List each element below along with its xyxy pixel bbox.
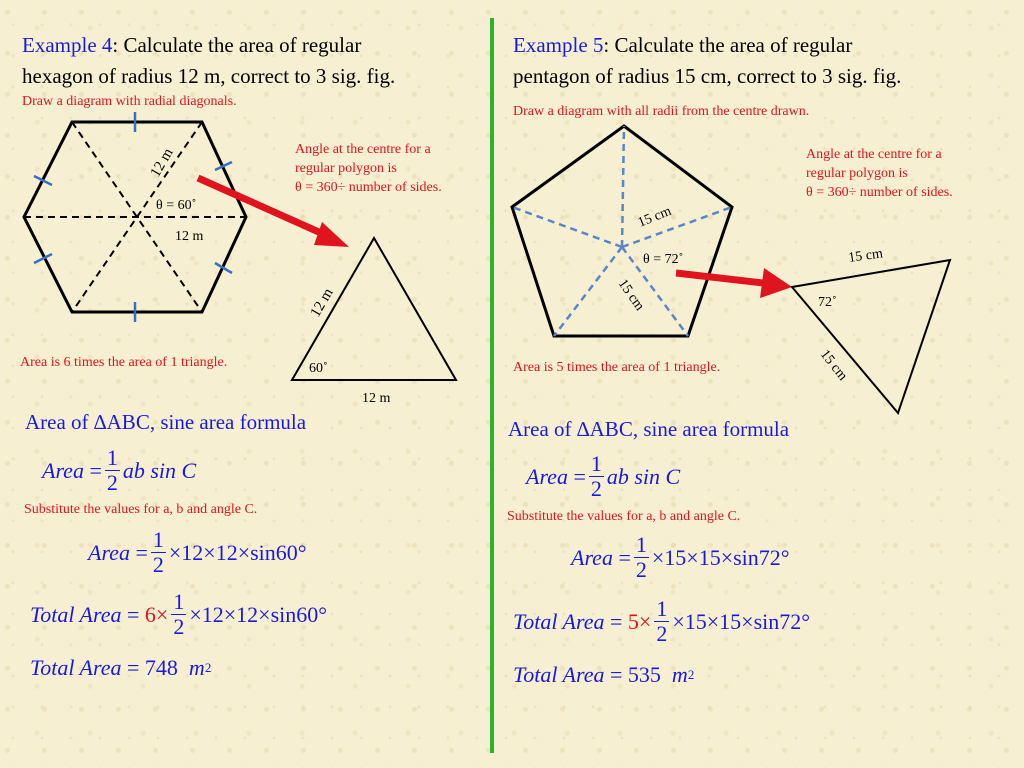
left-step1-lhs: Area: [88, 539, 130, 565]
right-example-label: Example 5: [513, 33, 604, 57]
hexagon-side-label: 12 m: [175, 229, 204, 244]
pentagon-radius-label-2: 15 cm: [614, 276, 647, 314]
left-formula: Area = $\frac{1}{2}$ ab sin C: [42, 445, 197, 495]
right-formula-lhs: Area: [526, 463, 568, 489]
left-area-heading: Area of ∆ABC, sine area formula: [25, 410, 307, 434]
right-triangle-top-label: 15 cm: [847, 246, 884, 266]
pentagon-theta-label: θ = 72˚: [643, 252, 684, 267]
left-step2-lhs: Total Area: [30, 601, 122, 627]
right-result-value: 535: [627, 662, 661, 687]
right-step2: Total Area = 5× $\frac{1}{2}$ ×15×15×sin72°: [513, 596, 811, 646]
right-angle-note-line-3: θ = 360÷ number of sides.: [806, 185, 953, 200]
left-angle-note-line-1: Angle at the centre for a: [295, 142, 431, 157]
right-heading-line-2: pentagon of radius 15 cm, correct to 3 sig. fig.: [513, 64, 902, 88]
left-substitute-note: Substitute the values for a, b and angle C.: [24, 502, 258, 517]
left-arrow: [198, 178, 349, 247]
right-area-heading: Area of ∆ABC, sine area formula: [508, 417, 790, 441]
right-triangle-angle-label: 72˚: [818, 295, 837, 310]
right-formula-rest: ab sin C: [606, 463, 681, 489]
hexagon-diagram: [0, 0, 490, 410]
right-instruction: Draw a diagram with all radii from the centre drawn.: [513, 104, 810, 119]
right-substitute-note: Substitute the values for a, b and angle C.: [507, 509, 741, 524]
right-step1: Area = $\frac{1}{2}$ ×15×15×sin72°: [571, 532, 790, 582]
pentagon-diagram: [494, 0, 1024, 420]
right-step1-rest: ×15×15×sin72°: [651, 544, 790, 570]
left-result: Total Area = 748 m 2: [30, 655, 212, 680]
right-result-power: 2: [687, 667, 695, 682]
left-result-lhs: Total Area: [30, 655, 122, 680]
right-triangle-side-label: 15 cm: [816, 347, 850, 384]
left-step2-fraction: $\frac{1}{2}$: [173, 589, 185, 639]
left-result-value: 748: [144, 655, 178, 680]
left-formula-fraction: $\frac{1}{2}$: [106, 445, 118, 495]
left-heading-rest: : Calculate the area of regular: [112, 33, 362, 57]
right-angle-note-line-1: Angle at the centre for a: [806, 147, 942, 162]
right-area-times-note: Area is 5 times the area of 1 triangle.: [513, 360, 721, 375]
right-heading-rest: : Calculate the area of regular: [603, 33, 853, 57]
left-angle-note-line-3: θ = 360÷ number of sides.: [295, 180, 442, 195]
left-step2: Total Area = 6× $\frac{1}{2}$ ×12×12×sin60°: [30, 589, 328, 639]
left-example-label: Example 4: [22, 33, 113, 57]
left-result-unit: m: [188, 655, 205, 680]
right-step2-rest: ×15×15×sin72°: [672, 608, 811, 634]
left-formula-rest: ab sin C: [122, 457, 197, 483]
left-triangle-bottom-label: 12 m: [362, 391, 391, 406]
pentagon-radius-label: 15 cm: [635, 203, 674, 231]
right-result-lhs: Total Area: [513, 662, 605, 687]
right-result-unit: m: [671, 662, 688, 687]
right-arrow: [676, 268, 792, 298]
left-heading-line-2: hexagon of radius 12 m, correct to 3 sig. fig.: [22, 64, 396, 88]
right-angle-note-line-2: regular polygon is: [806, 166, 908, 181]
hexagon-theta-label: θ = 60˚: [156, 198, 197, 213]
left-step1-fraction: $\frac{1}{2}$: [152, 527, 164, 577]
left-triangle-angle-label: 60˚: [309, 361, 328, 376]
right-formula-fraction: $\frac{1}{2}$: [590, 451, 602, 501]
left-step1: Area = $\frac{1}{2}$ ×12×12×sin60°: [88, 527, 307, 577]
hexagon-radius-label: 12 m: [147, 145, 177, 180]
right-step2-fraction: $\frac{1}{2}$: [656, 596, 668, 646]
left-triangle-side-label: 12 m: [307, 285, 337, 320]
right-step1-lhs: Area: [571, 544, 613, 570]
left-step1-rest: ×12×12×sin60°: [168, 539, 307, 565]
right-step2-lhs: Total Area: [513, 608, 605, 634]
left-instruction: Draw a diagram with radial diagonals.: [22, 94, 237, 109]
right-step1-fraction: $\frac{1}{2}$: [635, 532, 647, 582]
right-result: Total Area = 535 m 2: [513, 662, 695, 687]
left-formula-lhs: Area: [42, 457, 84, 483]
right-single-triangle: [792, 260, 950, 413]
left-result-power: 2: [204, 660, 212, 675]
left-step2-multiplier: 6×: [144, 601, 169, 627]
left-area-times-note: Area is 6 times the area of 1 triangle.: [20, 355, 228, 370]
left-step2-rest: ×12×12×sin60°: [189, 601, 328, 627]
right-step2-multiplier: 5×: [627, 608, 652, 634]
right-formula: Area = $\frac{1}{2}$ ab sin C: [526, 451, 681, 501]
left-angle-note-line-2: regular polygon is: [295, 161, 397, 176]
